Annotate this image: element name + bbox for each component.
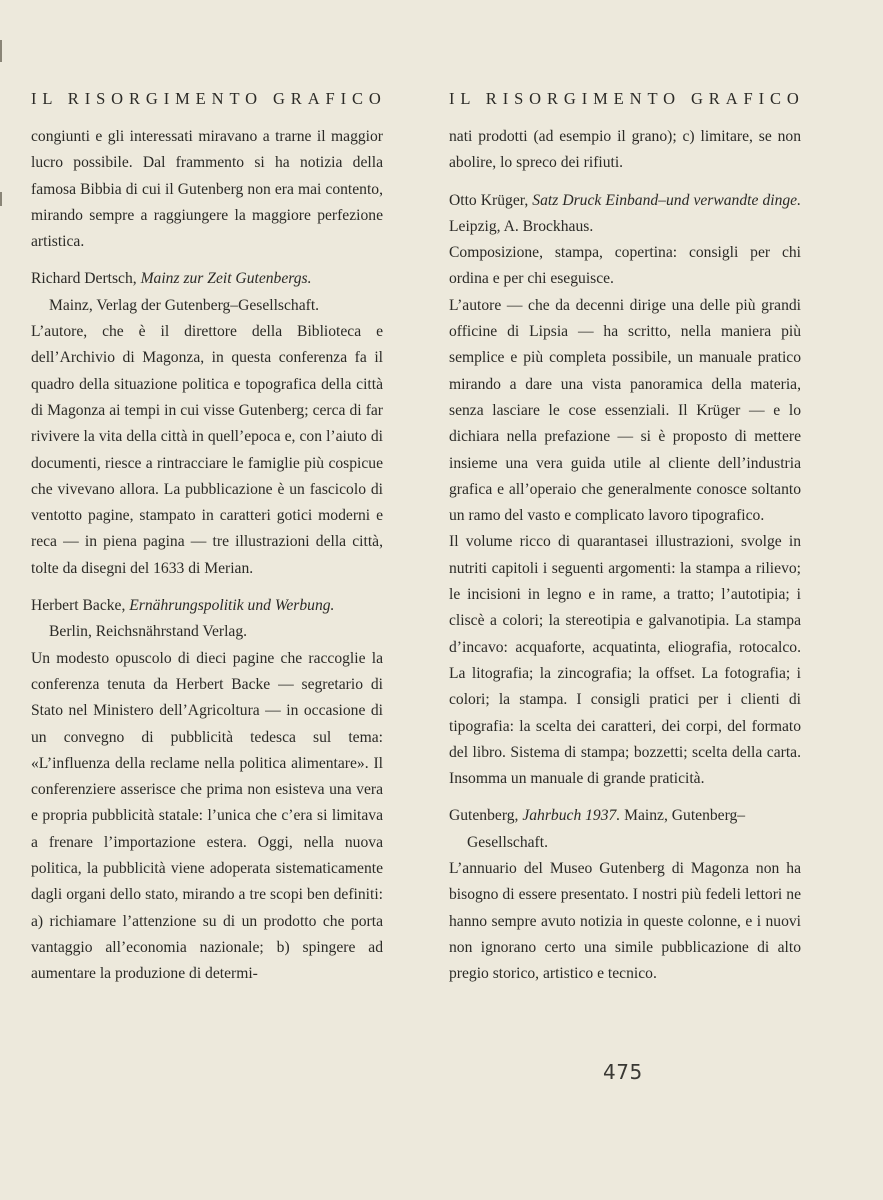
entry-citation (31, 266, 383, 292)
entry-title: Mainz zur Zeit Gutenbergs. (140, 270, 312, 288)
book-entry (31, 266, 383, 582)
entry-publisher: Berlin, Reichsnährstand Verlag. (49, 623, 248, 641)
right-column (449, 88, 805, 988)
entry-citation (31, 593, 383, 619)
running-head: IL RISORGIMENTO GRAFICO (31, 89, 387, 108)
entry-title: Ernährungspolitik und Werbung. (129, 597, 335, 615)
entry-publisher-inline: Mainz, Gutenberg– (620, 807, 746, 825)
entry-publisher: Gesellschaft. (467, 833, 548, 851)
running-head: IL RISORGIMENTO GRAFICO (449, 89, 805, 108)
entry-author: Otto Krüger, (449, 191, 533, 209)
entry-body: L’autore — che da decenni dirige una delle più grandi officine di Lipsia — ha scritto, nella maniera più semplice e più completa possibile, un manuale pratico mirando a dare una vista panoramica della materia, senza lasciare le cose essenziali. Il Krüger — e lo dichiara nella prefazione — si è proposto di mettere insieme una vera guida utile al cliente dell’industria grafica e all’operaio che generalmente conosce soltanto un ramo del vasto e complicato lavoro tipografico. (449, 296, 801, 525)
book-entry (449, 188, 801, 793)
entry-body: L’annuario del Museo Gutenberg di Magonza non ha bisogno di essere presentato. I nostri più fedeli lettori ne hanno sempre avuto notizia in queste colonne, e i nuovi non ignorano certo una simile pubblicazione di alto pregio storico, artistico e tecnico. (449, 860, 801, 983)
entry-body: Composizione, stampa, copertina: consigli per chi ordina e per chi eseguisce. (449, 244, 801, 288)
entry-body: L’autore, che è il direttore della Biblioteca e dell’Archivio di Magonza, in questa conferenza fa il quadro della situazione politica e topografica della città di Magonza ai tempi in cui visse Gutenberg; cerca di far rivivere la vita della città in quell’epoca e, con l’aiuto di documenti, riesce a rintracciare le famiglie più cospicue che vivevano allora. La pubblicazione è un fascicolo di ventotto pagine, stampato in caratteri gotici moderni e reca — in piena pagina — tre illustrazioni della città, tolte da disegni del 1633 di Merian. (31, 323, 383, 577)
entry-author: Gutenberg, (449, 807, 523, 825)
intro-paragraph: congiunti e gli interessati miravano a trarne il maggior lucro possibile. Dal frammento si ha notizia della famosa Bibbia di cui il Gutenberg non era mai contento, mirando sempre a raggiungere la maggiore perfezione artistica. (31, 128, 383, 251)
page-edge-mark (0, 192, 2, 206)
book-entry (31, 593, 383, 987)
page-number: 475 (603, 1060, 643, 1084)
entry-title: Jahrbuch 1937. (522, 807, 621, 825)
entry-citation (449, 188, 801, 241)
entry-publisher: Leipzig, A. Brockhaus. (449, 217, 594, 235)
entry-citation (449, 803, 801, 829)
left-column (31, 88, 387, 988)
entry-author: Herbert Backe, (31, 597, 130, 615)
entry-publisher: Mainz, Verlag der Gutenberg–Gesellschaft. (49, 296, 320, 314)
intro-paragraph: nati prodotti (ad esempio il grano); c) limitare, se non abolire, lo spreco dei rifiuti. (449, 128, 801, 172)
page-edge-mark (0, 40, 2, 62)
entry-body: Un modesto opuscolo di dieci pagine che raccoglie la conferenza tenuta da Herbert Backe — segretario di Stato nel Ministero dell’Agricoltura — in occasione di un convegno di pubblicità tedesca sul tema: «L’influenza della reclame nella politica alimentare». Il conferenziere asserisce che prima non esisteva una vera e propria pubblicità statale: l’unica che c’era si limitava a frenare l’importazione estera. Oggi, nella nuova politica, la pubblicità viene adoperata sistematicamente dagli organi dello stato, mirando a tre scopi ben definiti: a) richiamare l’attenzione su di un prodotto che porta vantaggio all’economia nazionale; b) spingere ad aumentare la produzione di determi- (31, 649, 383, 983)
entry-title: Satz Druck Einband–und verwandte dinge. (532, 191, 801, 209)
entry-body: Il volume ricco di quarantasei illustrazioni, svolge in nutriti capitoli i seguenti argomenti: la stampa a rilievo; le incisioni in legno e in rame, a tratto; l’autotipia; i cliscè a colori; la stereotipia e galvanotipia. La stampa d’incavo: acquaforte, acquatinta, eliografia, rotocalco. La litografia; la zincografia; la offset. La fotografia; i colori; la stampa. I consigli pratici per i clienti di tipografia: la scelta dei caratteri, dei corpi, del formato del libro. Sistema di stampa; bozzetti; scelta della carta. Insomma un manuale di grande praticità. (449, 533, 801, 788)
entry-author: Richard Dertsch, (31, 270, 141, 288)
book-entry (449, 803, 801, 987)
